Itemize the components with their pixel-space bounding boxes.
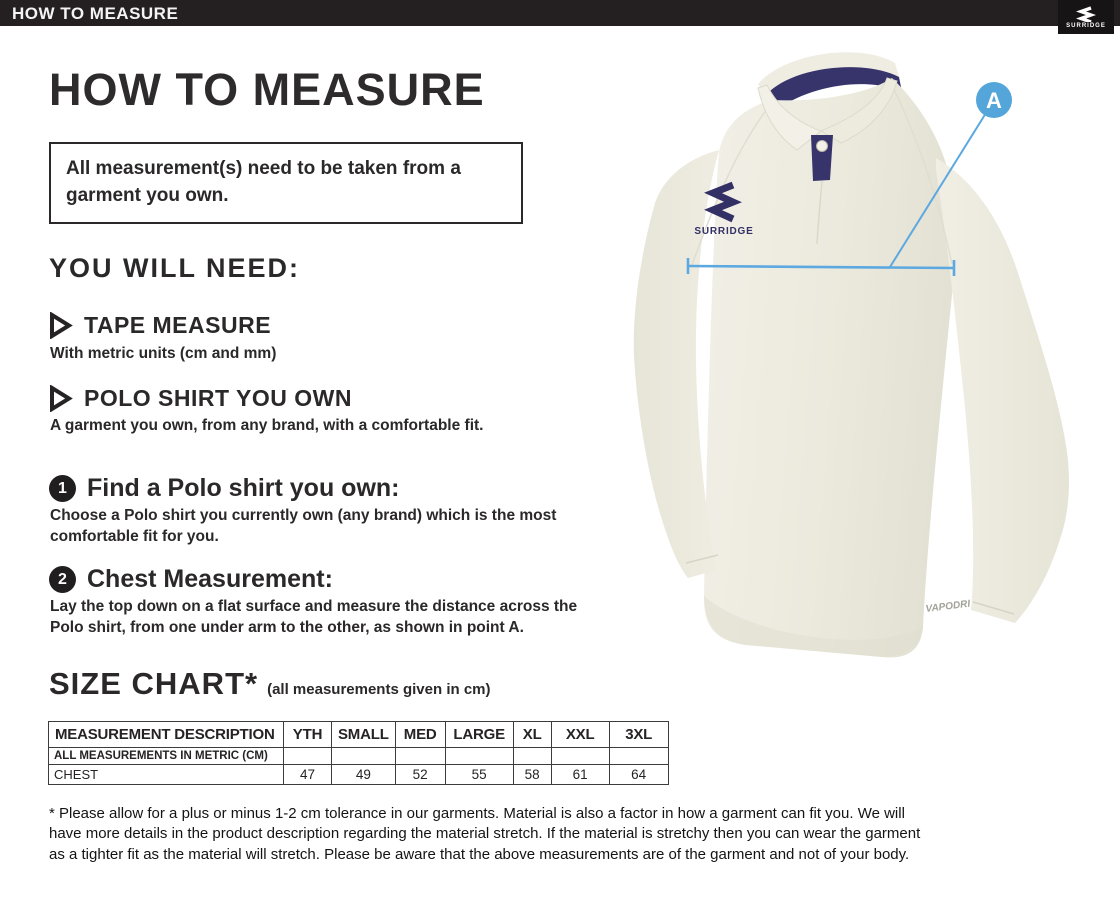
- surridge-s-icon: [1076, 6, 1096, 22]
- column-header: SMALL: [332, 722, 396, 748]
- cell: [284, 748, 332, 765]
- top-bar: [0, 0, 1120, 29]
- cell: 55: [445, 765, 513, 785]
- need-item-description: With metric units (cm and mm): [50, 345, 277, 362]
- column-header: LARGE: [445, 722, 513, 748]
- step-number-badge: 1: [49, 475, 76, 502]
- you-will-need-heading: YOU WILL NEED:: [49, 253, 301, 283]
- column-header: MED: [395, 722, 445, 748]
- need-item-tape-measure: [49, 312, 271, 339]
- step-2-header: [49, 565, 333, 594]
- cell: [551, 748, 609, 765]
- left-sleeve: [634, 150, 719, 578]
- cell: 61: [551, 765, 609, 785]
- table-row: [49, 765, 669, 785]
- cell: 49: [332, 765, 396, 785]
- size-chart-table: [48, 721, 669, 785]
- step-number-badge: 2: [49, 566, 76, 593]
- need-item-title: TAPE MEASURE: [84, 312, 272, 338]
- column-header: XXL: [551, 722, 609, 748]
- top-bar-title: HOW TO MEASURE: [12, 4, 179, 23]
- cell: [609, 748, 668, 765]
- column-header: XL: [513, 722, 551, 748]
- step-title: Chest Measurement:: [87, 565, 333, 593]
- table-header-row: [49, 722, 669, 748]
- note-box: All measurement(s) need to be taken from a garment you own.: [49, 142, 523, 224]
- polo-shirt-diagram: [620, 40, 1110, 690]
- collar-button: [817, 141, 828, 152]
- shirt-logo-text: SURRIDGE: [694, 226, 754, 237]
- step-description: Lay the top down on a flat surface and measure the distance across the Polo shirt, from one under arm to the other, as shown in point A.: [50, 598, 578, 637]
- step-title: Find a Polo shirt you own:: [87, 474, 400, 502]
- page-title: HOW TO MEASURE: [49, 64, 485, 115]
- need-item-description: A garment you own, from any brand, with a comfortable fit.: [50, 417, 484, 434]
- size-chart-title: SIZE CHART*: [49, 666, 259, 701]
- cell: 58: [513, 765, 551, 785]
- size-chart-subtitle: (all measurements given in cm): [267, 681, 491, 698]
- fabric-tech-text: VAPODRI: [925, 598, 971, 615]
- column-header: 3XL: [609, 722, 668, 748]
- row-label: CHEST: [49, 765, 284, 785]
- right-sleeve: [936, 158, 1069, 623]
- column-header: MEASUREMENT DESCRIPTION: [49, 722, 284, 748]
- cell: [332, 748, 396, 765]
- triangle-bullet-icon: [49, 312, 73, 339]
- cell: 64: [609, 765, 668, 785]
- need-item-polo-shirt: [49, 385, 352, 412]
- row-label: ALL MEASUREMENTS IN METRIC (CM): [49, 748, 284, 765]
- point-a-label: A: [986, 88, 1002, 113]
- brand-word: SURRIDGE: [1066, 22, 1106, 29]
- step-1-header: [49, 474, 400, 503]
- cell: [513, 748, 551, 765]
- cell: 47: [284, 765, 332, 785]
- cell: [445, 748, 513, 765]
- table-row: [49, 748, 669, 765]
- tolerance-footnote: * Please allow for a plus or minus 1-2 cm tolerance in our garments. Material is also a factor in how a garment can fit you. We will have more details in the product description regarding the material stretch. If the material is stretchy then you can wear the garment as a tighter fit as the material will stretch. Please be aware that the above measurements are of the garment and not of your body.: [49, 805, 921, 863]
- cell: 52: [395, 765, 445, 785]
- size-chart-heading: [49, 666, 491, 702]
- triangle-bullet-icon: [49, 385, 73, 412]
- need-item-title: POLO SHIRT YOU OWN: [84, 385, 352, 411]
- cell: [395, 748, 445, 765]
- brand-logo: [1058, 0, 1114, 34]
- step-description: Choose a Polo shirt you currently own (any brand) which is the most comfortable fit for you.: [50, 507, 557, 546]
- column-header: YTH: [284, 722, 332, 748]
